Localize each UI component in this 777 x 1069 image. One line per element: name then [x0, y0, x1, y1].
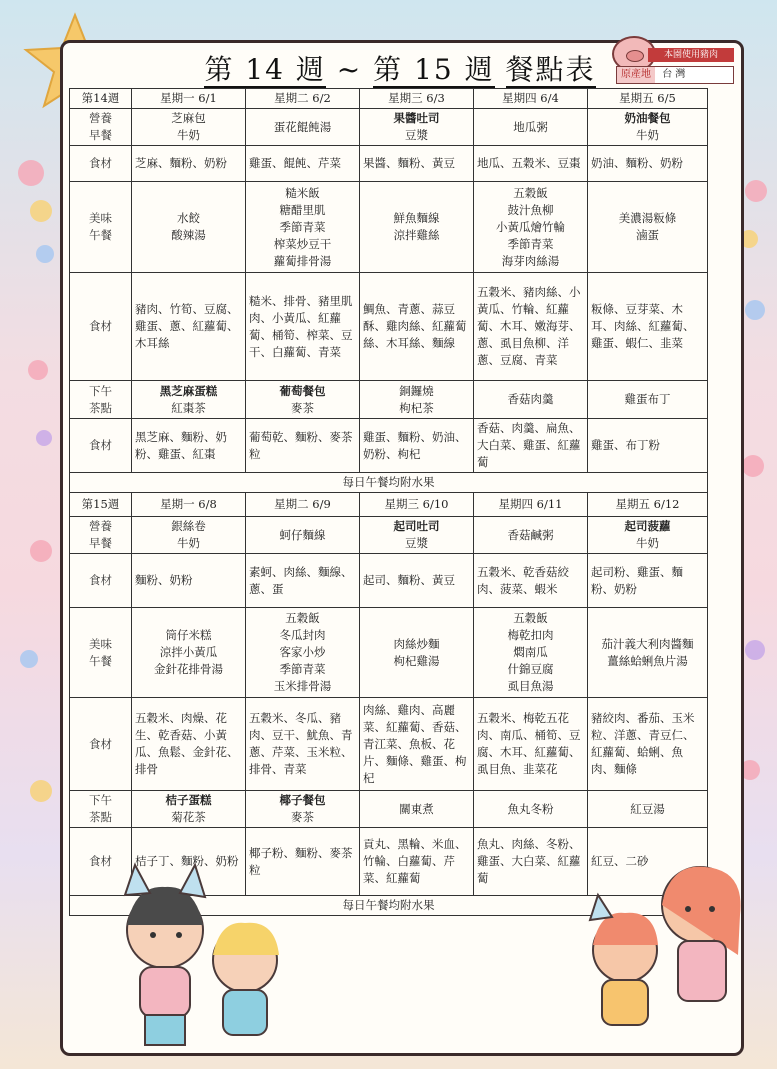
dish: 果醬吐司 [393, 111, 440, 125]
dish: 肉絲炒麵 [393, 636, 440, 651]
dish: 美濃湯粄條 [618, 211, 677, 225]
ingredients-cell: 貢丸、黑輪、米血、竹輪、白蘿蔔、芹菜、紅蘿蔔 [360, 828, 474, 896]
dish: 桔子蛋糕 [165, 793, 212, 807]
decor-bubble [18, 160, 44, 186]
dish: 蛋花餛飩湯 [273, 119, 332, 134]
day-header: 星期四 6/4 [474, 89, 588, 109]
decor-bubble [36, 245, 54, 263]
dish: 銀絲卷 [171, 519, 206, 533]
pork-origin-badge: 本園使用豬肉 原產地 台 灣 [608, 36, 736, 82]
ingredients-cell: 麵粉、奶粉 [132, 554, 246, 608]
dish: 麥茶 [291, 400, 314, 415]
dish: 海芽肉絲湯 [501, 253, 560, 268]
dish: 起司菠蘿 [624, 519, 671, 533]
children-illustration [95, 855, 325, 1055]
row-label: 食材 [70, 146, 132, 182]
dish: 五穀飯 [513, 185, 548, 200]
day-header: 星期三 6/3 [360, 89, 474, 109]
meal-cell [360, 182, 474, 273]
decor-bubble [30, 540, 52, 562]
week14-snack-ing-row [70, 419, 708, 473]
ingredients-cell: 果醬、麵粉、黃豆 [360, 146, 474, 182]
row-label: 食材 [70, 419, 132, 473]
dish: 五穀飯 [513, 611, 548, 625]
day-header: 星期二 6/2 [246, 89, 360, 109]
meal-cell [360, 109, 474, 146]
row-label: 食材 [70, 828, 132, 896]
day-header: 星期二 6/9 [246, 493, 360, 517]
decor-bubble [30, 200, 52, 222]
decor-bubble [20, 650, 38, 668]
dish: 筒仔米糕 [165, 628, 212, 642]
meal-cell [246, 182, 360, 273]
dish: 奶油餐包 [624, 111, 671, 125]
meal-cell [132, 182, 246, 273]
ingredients-cell: 粄條、豆芽菜、木耳、肉絲、紅蘿蔔、雞蛋、蝦仁、韭菜 [588, 273, 708, 381]
ingredients-cell: 肉絲、雞肉、高麗菜、紅蘿蔔、香菇、青江菜、魚板、花片、麵條、雞蛋、枸杞 [360, 698, 474, 791]
week14-lunch-ing-row [70, 273, 708, 381]
dish: 關東煮 [399, 801, 434, 816]
meal-cell [246, 109, 360, 146]
meal-cell [246, 791, 360, 828]
meal-cell [132, 517, 246, 554]
decor-bubble [30, 780, 52, 802]
dish: 金針花排骨湯 [154, 662, 223, 676]
dish: 起司吐司 [393, 519, 440, 533]
meal-cell [588, 517, 708, 554]
decor-bubble [742, 455, 764, 477]
dish: 牛奶 [177, 128, 200, 142]
ingredients-cell: 豬肉、竹筍、豆腐、雞蛋、蔥、紅蘿蔔、木耳絲 [132, 273, 246, 381]
week14-breakfast-row [70, 109, 708, 146]
meal-cell [474, 381, 588, 419]
dish: 涼拌雞絲 [393, 228, 440, 242]
dish: 香菇鹹粥 [507, 527, 554, 542]
row-label: 美味 午餐 [70, 182, 132, 273]
row-label: 營養 早餐 [70, 109, 132, 146]
dish: 玉米排骨湯 [273, 679, 332, 693]
dish: 銅鑼燒 [399, 383, 434, 398]
dish: 水餃 [177, 211, 200, 225]
meal-cell [588, 381, 708, 419]
ingredients-cell: 雞蛋、餛飩、芹菜 [246, 146, 360, 182]
row-label: 食材 [70, 554, 132, 608]
decor-bubble [28, 360, 48, 380]
dish: 牛奶 [636, 536, 659, 550]
row-label: 營養 早餐 [70, 517, 132, 554]
meal-cell [474, 608, 588, 698]
ingredients-cell: 起司、麵粉、黃豆 [360, 554, 474, 608]
meal-cell [588, 608, 708, 698]
day-header: 星期五 6/12 [588, 493, 708, 517]
meal-cell [246, 608, 360, 698]
ingredients-cell: 五穀米、肉燥、花生、乾香菇、小黃瓜、魚鬆、金針花、排骨 [132, 698, 246, 791]
ingredients-cell: 鯛魚、青蔥、蒜豆酥、雞肉絲、紅蘿蔔絲、木耳絲、麵線 [360, 273, 474, 381]
ingredients-cell: 黑芝麻、麵粉、奶粉、雞蛋、紅棗 [132, 419, 246, 473]
week15-header-row [70, 493, 708, 517]
dish: 雞蛋布丁 [624, 392, 671, 406]
dish: 燜南瓜 [513, 645, 548, 659]
week-label: 第15週 [70, 493, 132, 517]
dish: 豆漿 [405, 536, 428, 550]
row-label: 食材 [70, 273, 132, 381]
meal-cell [246, 381, 360, 419]
week14-breakfast-ing-row [70, 146, 708, 182]
dish: 薑絲蛤蜊魚片湯 [607, 653, 688, 668]
dish: 虱目魚湯 [507, 679, 554, 693]
ingredients-cell: 豬絞肉、番茄、玉米粒、洋蔥、青豆仁、紅蘿蔔、蛤蜊、魚肉、麵條 [588, 698, 708, 791]
ingredients-cell: 五穀米、乾香菇絞肉、菠菜、蝦米 [474, 554, 588, 608]
ingredients-cell: 五穀米、梅乾五花肉、南瓜、桶筍、豆腐、木耳、紅蘿蔔、虱目魚、韭菜花 [474, 698, 588, 791]
dish: 鼓汁魚柳 [507, 202, 554, 217]
dish: 茄汁義大利肉醬麵 [601, 636, 694, 651]
dish: 糖醋里肌 [279, 202, 326, 217]
meal-cell [474, 517, 588, 554]
menu-table [69, 88, 708, 916]
fruit-note: 每日午餐均附水果 [70, 896, 708, 916]
fruit-note: 每日午餐均附水果 [70, 473, 708, 493]
ingredients-cell: 地瓜、五穀米、豆棗 [474, 146, 588, 182]
dish: 蘿蔔排骨湯 [273, 253, 332, 268]
dish: 牛奶 [177, 536, 200, 550]
dish: 蚵仔麵線 [279, 527, 326, 542]
meal-cell [360, 517, 474, 554]
dish: 黑芝麻蛋糕 [159, 383, 218, 398]
day-header: 星期三 6/10 [360, 493, 474, 517]
row-label: 下午 茶點 [70, 381, 132, 419]
ingredients-cell: 香菇、肉羹、扁魚、大白菜、雞蛋、紅蘿蔔 [474, 419, 588, 473]
day-header: 星期五 6/5 [588, 89, 708, 109]
meal-cell [588, 791, 708, 828]
dish: 涼拌小黃瓜 [159, 645, 218, 659]
page-title: 第 14 週 ~ 第 15 週 餐點表 [204, 53, 596, 86]
week15-breakfast-ing-row [70, 554, 708, 608]
meal-cell [132, 791, 246, 828]
week14-header-row [70, 89, 708, 109]
day-header: 星期一 6/1 [132, 89, 246, 109]
ingredients-cell: 起司粉、雞蛋、麵粉、奶粉 [588, 554, 708, 608]
dish: 香菇肉羹 [507, 392, 554, 406]
dish: 豆漿 [405, 128, 428, 142]
day-header: 星期四 6/11 [474, 493, 588, 517]
dish: 紅棗茶 [171, 400, 206, 415]
children-illustration [560, 845, 760, 1045]
meal-cell [246, 517, 360, 554]
dish: 麥茶 [291, 810, 314, 824]
meal-cell [132, 109, 246, 146]
row-label: 食材 [70, 698, 132, 791]
meal-cell [360, 791, 474, 828]
dish: 葡萄餐包 [279, 383, 326, 398]
dish: 梅乾扣肉 [507, 628, 554, 642]
ingredients-cell: 素蚵、肉絲、麵線、蔥、蛋 [246, 554, 360, 608]
day-header: 星期一 6/8 [132, 493, 246, 517]
dish: 菊花茶 [171, 810, 206, 824]
meal-cell [360, 381, 474, 419]
ingredients-cell: 魚丸、肉絲、冬粉、雞蛋、大白菜、紅蘿蔔 [474, 828, 588, 896]
dish: 季節青菜 [279, 219, 326, 234]
week15-breakfast-row [70, 517, 708, 554]
week15-lunch-ing-row [70, 698, 708, 791]
decor-bubble [36, 430, 52, 446]
dish: 榨菜炒豆干 [273, 236, 332, 251]
dish: 椰子餐包 [279, 793, 326, 807]
ingredients-cell: 桔子丁、麵粉、奶粉 [132, 828, 246, 896]
ingredients-cell: 雞蛋、布丁粉 [588, 419, 708, 473]
dish: 酸辣湯 [171, 228, 206, 242]
ingredients-cell: 五穀米、豬肉絲、小黃瓜、竹輪、紅蘿蔔、木耳、嫩海芽、蔥、虱目魚柳、洋蔥、豆腐、青菜 [474, 273, 588, 381]
ingredients-cell: 葡萄乾、麵粉、麥茶粒 [246, 419, 360, 473]
ingredients-cell: 芝麻、麵粉、奶粉 [132, 146, 246, 182]
meal-cell [588, 109, 708, 146]
dish: 季節青菜 [279, 662, 326, 676]
dish: 冬瓜封肉 [279, 628, 326, 642]
ingredients-cell: 椰子粉、麵粉、麥茶粒 [246, 828, 360, 896]
meal-cell [474, 791, 588, 828]
ingredients-cell: 雞蛋、麵粉、奶油、奶粉、枸杞 [360, 419, 474, 473]
dish: 小黃瓜燴竹輪 [496, 219, 565, 234]
decor-bubble [745, 300, 765, 320]
week15-snack-row [70, 791, 708, 828]
row-label: 下午 茶點 [70, 791, 132, 828]
dish: 枸杞雞湯 [393, 653, 440, 668]
meal-cell [132, 608, 246, 698]
dish: 什錦豆腐 [507, 662, 554, 676]
meal-cell [360, 608, 474, 698]
dish: 牛奶 [636, 128, 659, 142]
ingredients-cell: 紅豆、二砂 [588, 828, 708, 896]
week14-snack-row [70, 381, 708, 419]
dish: 糙米飯 [285, 185, 320, 200]
week14-note-row [70, 473, 708, 493]
week14-lunch-row [70, 182, 708, 273]
meal-cell [474, 109, 588, 146]
week-label: 第14週 [70, 89, 132, 109]
meal-cell [132, 381, 246, 419]
dish: 紅豆湯 [630, 801, 665, 816]
dish: 五穀飯 [285, 611, 320, 625]
ingredients-cell: 奶油、麵粉、奶粉 [588, 146, 708, 182]
decor-bubble [745, 180, 767, 202]
decor-bubble [745, 640, 765, 660]
dish: 客家小炒 [279, 645, 326, 659]
week15-lunch-row [70, 608, 708, 698]
row-label: 美味 午餐 [70, 608, 132, 698]
dish: 魚丸冬粉 [507, 801, 554, 816]
dish: 季節青菜 [507, 236, 554, 251]
dish: 枸杞茶 [399, 400, 434, 415]
dish: 鮮魚麵線 [393, 211, 440, 225]
dish: 滷蛋 [636, 228, 659, 242]
meal-cell [588, 182, 708, 273]
ingredients-cell: 糙米、排骨、豬里肌肉、小黃瓜、紅蘿蔔、桶筍、榨菜、豆干、白蘿蔔、青菜 [246, 273, 360, 381]
ingredients-cell: 五穀米、冬瓜、豬肉、豆干、魷魚、青蔥、芹菜、玉米粒、排骨、青菜 [246, 698, 360, 791]
meal-cell [474, 182, 588, 273]
dish: 地瓜粥 [513, 119, 548, 134]
dish: 芝麻包 [171, 111, 206, 125]
